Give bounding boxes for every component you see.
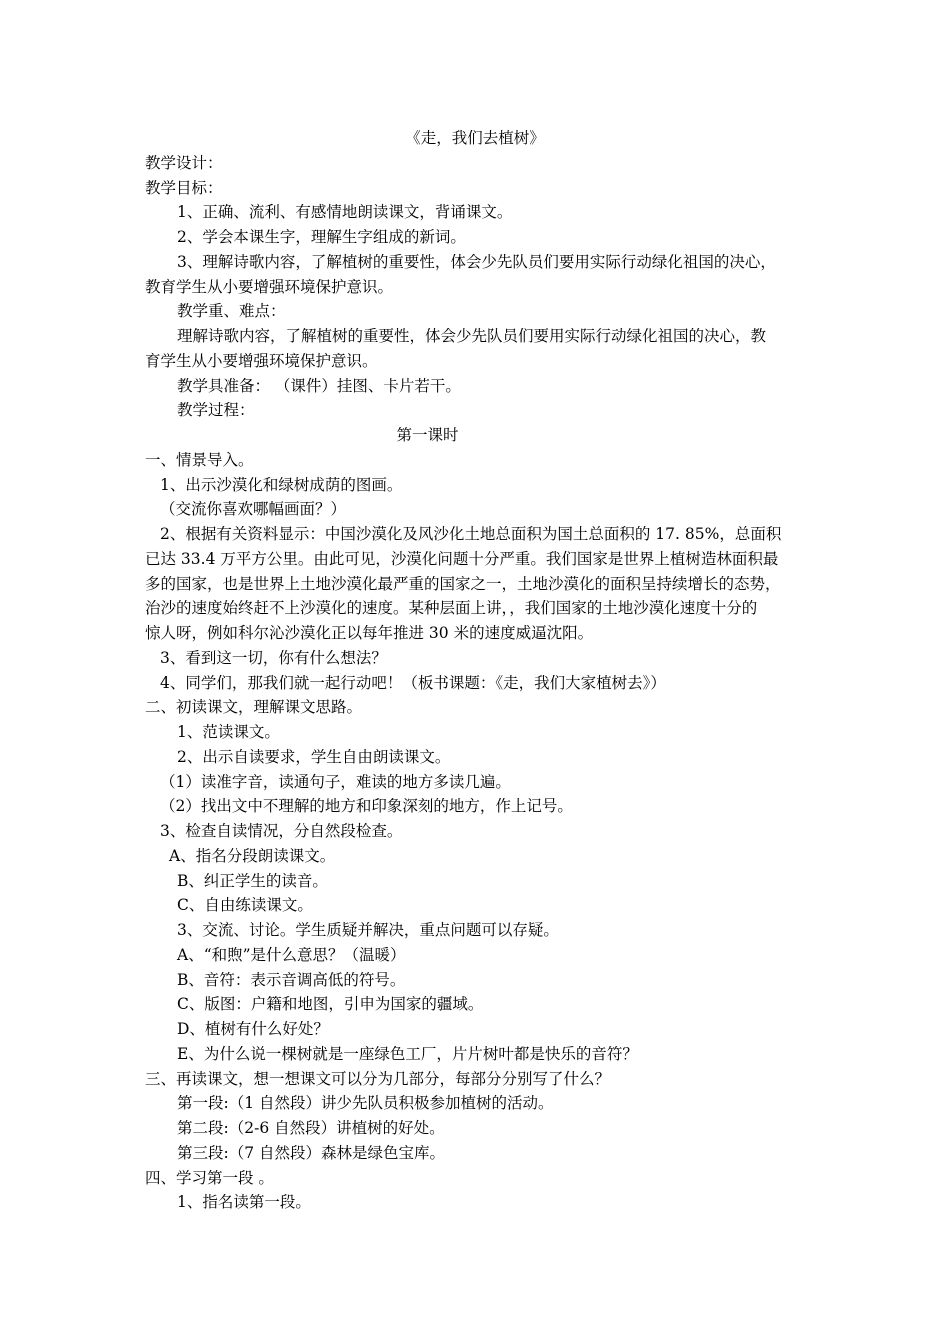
text-line: 3、检查自读情况，分自然段检查。 xyxy=(160,822,403,840)
text-line: 1、指名读第一段。 xyxy=(177,1193,311,1211)
text-line: 教学目标： xyxy=(145,179,223,197)
text-line: 1、出示沙漠化和绿树成荫的图画。 xyxy=(160,476,403,494)
text-line: 1、正确、流利、有感情地朗读课文，背诵课文。 xyxy=(177,203,513,221)
text-line: C、版图：户籍和地图，引申为国家的疆域。 xyxy=(177,995,484,1013)
text-line: 已达 33.4 万平方公里。由此可见，沙漠化问题十分严重。我们国家是世界上植树造林面积最 xyxy=(145,550,779,568)
text-line: 治沙的速度始终赶不上沙漠化的速度。某种层面上讲，，我们国家的土地沙漠化速度十分的 xyxy=(145,599,758,617)
text-line: 教学重、难点： xyxy=(177,302,286,320)
text-line: （1）读准字音，读通句子，难读的地方多读几遍。 xyxy=(160,773,511,791)
text-line: 一、情景导入。 xyxy=(145,451,254,469)
document-title: 《走，我们去植树》 xyxy=(405,129,545,147)
text-line: 理解诗歌内容，了解植树的重要性，体会少先队员们要用实际行动绿化祖国的决心，教 xyxy=(177,327,767,345)
text-line: 第一段:（1 自然段）讲少先队员积极参加植树的活动。 xyxy=(177,1094,554,1112)
text-line: 3、交流、讨论。学生质疑并解决，重点问题可以存疑。 xyxy=(177,921,559,939)
text-line: （2）找出文中不理解的地方和印象深刻的地方，作上记号。 xyxy=(160,797,573,815)
text-line: 4、同学们，那我们就一起行动吧！（板书课题：《走，我们大家植树去》） xyxy=(160,674,666,692)
text-line: 2、学会本课生字，理解生字组成的新词。 xyxy=(177,228,466,246)
text-line: 3、看到这一切，你有什么想法？ xyxy=(160,649,387,667)
text-line: 惊人呀，例如科尔沁沙漠化正以每年推进 30 米的速度威逼沈阳。 xyxy=(145,624,594,642)
text-line: 2、出示自读要求，学生自由朗读课文。 xyxy=(177,748,451,766)
text-line: E、为什么说一棵树就是一座绿色工厂，片片树叶都是快乐的音符？ xyxy=(177,1045,638,1063)
text-line: 教育学生从小要增强环境保护意识。 xyxy=(145,278,394,296)
text-line: 育学生从小要增强环境保护意识。 xyxy=(145,352,378,370)
text-line: 2、根据有关资料显示：中国沙漠化及风沙化土地总面积为国土总面积的 17. 85%，总面积 xyxy=(160,525,782,543)
text-line: 1、范读课文。 xyxy=(177,723,280,741)
text-line: 教学具准备： （课件）挂图、卡片若干。 xyxy=(177,377,461,395)
section-heading: 第一课时 xyxy=(396,426,459,444)
text-line: B、纠正学生的读音。 xyxy=(177,872,328,890)
text-line: 四、学习第一段 。 xyxy=(145,1169,274,1187)
text-line: 教学设计： xyxy=(145,154,223,172)
text-line: 教学过程： xyxy=(177,401,255,419)
text-line: 第三段:（7 自然段）森林是绿色宝库。 xyxy=(177,1144,446,1162)
text-line: A、指名分段朗读课文。 xyxy=(169,847,336,865)
text-line: 二、初读课文，理解课文思路。 xyxy=(145,698,363,716)
text-line: 三、再读课文，想一想课文可以分为几部分，每部分分别写了什么？ xyxy=(145,1070,611,1088)
text-line: （交流你喜欢哪幅画面？） xyxy=(160,500,347,518)
text-line: B、音符：表示音调高低的符号。 xyxy=(177,971,406,989)
text-line: A、“和煦”是什么意思？（温暖） xyxy=(177,946,406,964)
text-line: 第二段:（2-6 自然段）讲植树的好处。 xyxy=(177,1119,445,1137)
text-line: 多的国家，也是世界上土地沙漠化最严重的国家之一，土地沙漠化的面积呈持续增长的态势， xyxy=(145,575,781,593)
text-line: C、自由练读课文。 xyxy=(177,896,313,914)
text-line: 3、理解诗歌内容，了解植树的重要性，体会少先队员们要用实际行动绿化祖国的决心， xyxy=(177,253,776,271)
text-line: D、植树有什么好处？ xyxy=(177,1020,329,1038)
